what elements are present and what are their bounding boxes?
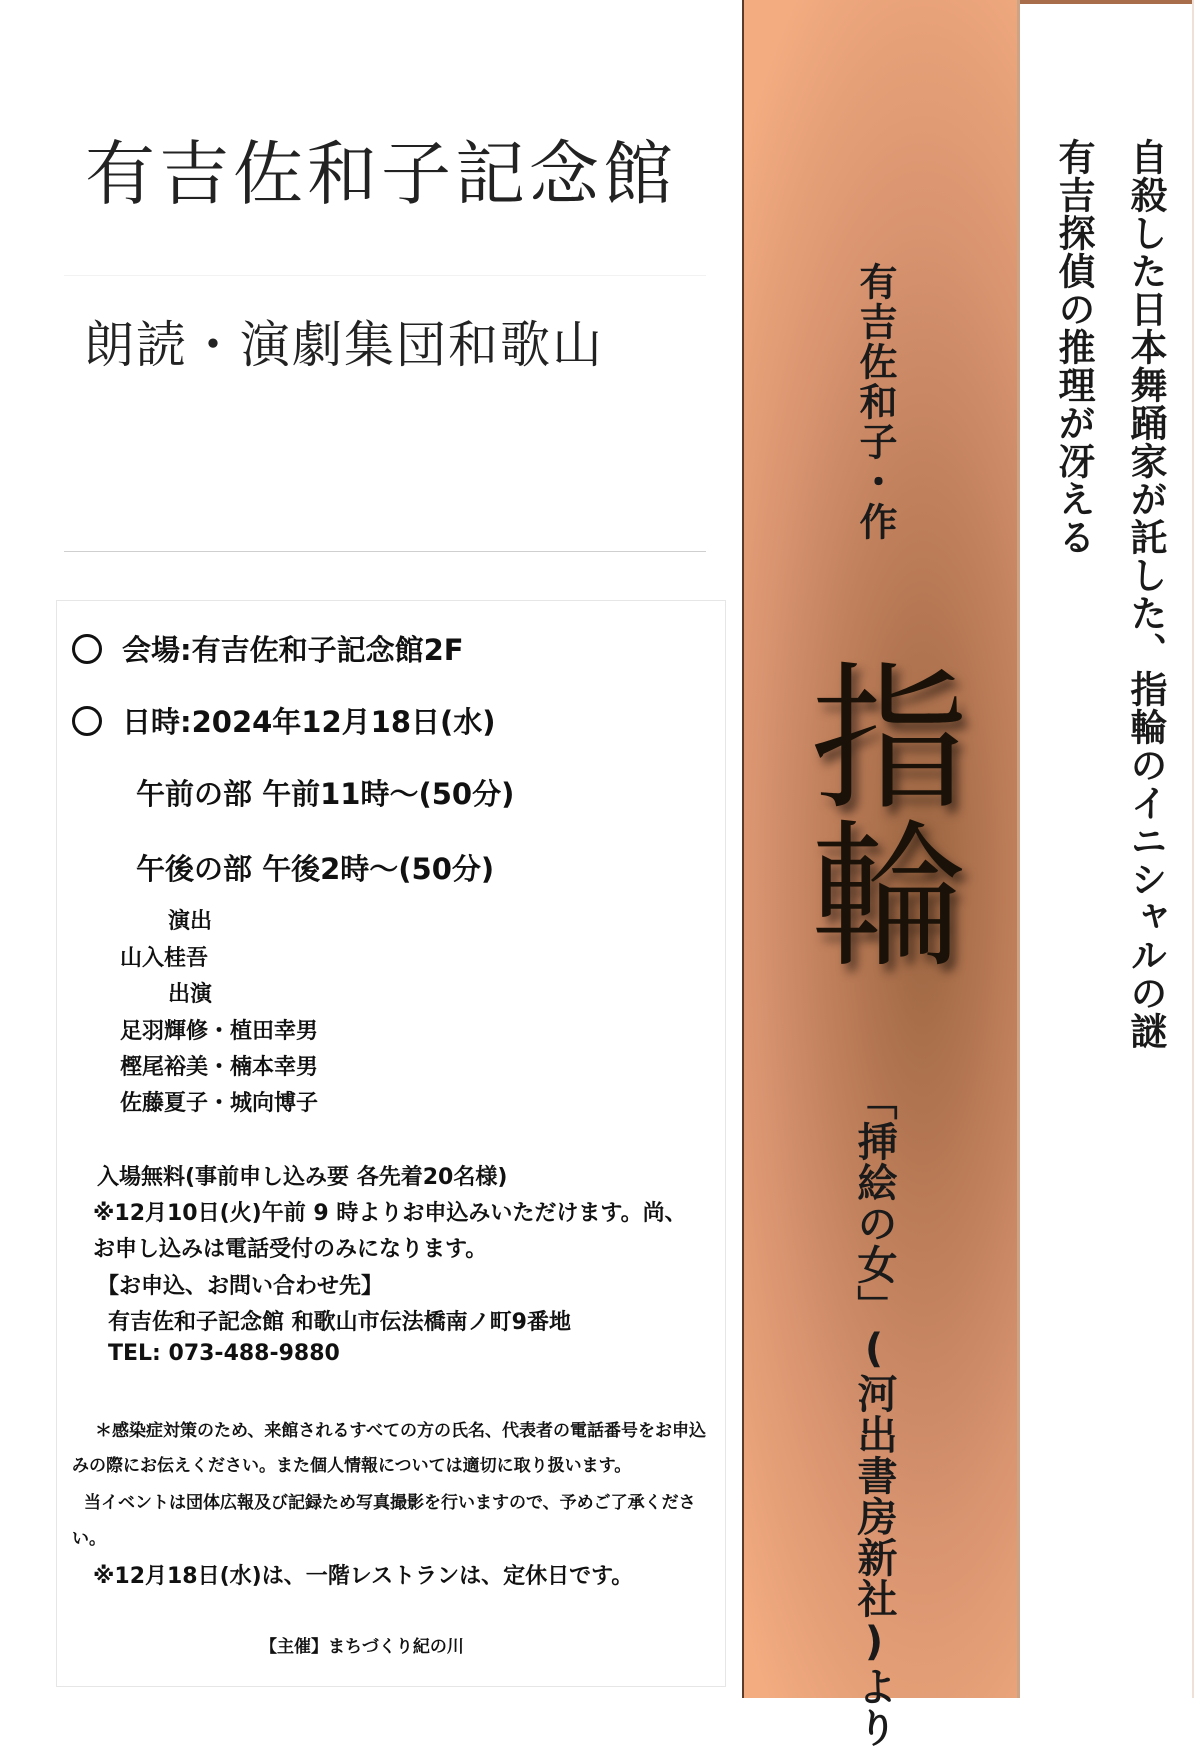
organizer: 【主催】まちづくり紀の川 bbox=[260, 1637, 464, 1657]
author-credit: 有吉佐和子・作 bbox=[853, 262, 897, 542]
top-divider bbox=[1020, 0, 1192, 4]
contact-tel: TEL: 073-488-9880 bbox=[108, 1341, 340, 1366]
venue-text: 会場:有吉佐和子記念館2F bbox=[122, 633, 464, 667]
cast-line: 佐藤夏子・城向博子 bbox=[120, 1091, 319, 1116]
director-name: 山入桂吾 bbox=[120, 946, 209, 971]
right-edge-line bbox=[1192, 0, 1194, 1698]
subtitle-line-1: 自殺した日本舞踊家が託した、指輪のイニシャルの謎 bbox=[1124, 138, 1167, 1050]
info-box bbox=[56, 600, 726, 1687]
subtitle-line-2: 有吉探偵の推理が冴える bbox=[1052, 138, 1095, 556]
page-title: 有吉佐和子記念館 bbox=[85, 133, 677, 215]
note-line: ※12月18日(水)は、一階レストランは、定休日です。 bbox=[93, 1564, 634, 1589]
source-credit: 「挿絵の女」(河出書房新社)より bbox=[851, 1080, 897, 1748]
contact-header: 【お申込、お問い合わせ先】 bbox=[97, 1274, 384, 1299]
afternoon-session: 午後の部 午後2時～(50分) bbox=[136, 852, 495, 886]
cast-label: 出演 bbox=[168, 982, 213, 1007]
application-note: お申し込みは電話受付のみになります。 bbox=[93, 1237, 488, 1262]
circle-bullet-icon bbox=[72, 634, 102, 664]
cast-line: 足羽輝修・植田幸男 bbox=[120, 1019, 319, 1044]
morning-session: 午前の部 午前11時～(50分) bbox=[136, 777, 515, 811]
note-line: みの際にお伝えください。また個人情報については適切に取り扱います。 bbox=[72, 1456, 632, 1476]
datetime-text: 日時:2024年12月18日(水) bbox=[122, 705, 496, 739]
datetime-line bbox=[72, 700, 496, 741]
venue-line bbox=[72, 628, 464, 669]
application-note: ※12月10日(火)午前 9 時よりお申込みいただけます。尚、 bbox=[93, 1201, 687, 1226]
note-line: ＊感染症対策のため、来館されるすべての方の氏名、代表者の電話番号をお申込 bbox=[95, 1421, 706, 1441]
play-title: 指輪 bbox=[784, 655, 968, 971]
admission-text: 入場無料(事前申し込み要 各先着20名様) bbox=[97, 1165, 508, 1190]
director-label: 演出 bbox=[168, 909, 213, 934]
troupe-name: 朗読・演劇集団和歌山 bbox=[84, 316, 604, 374]
note-line: 当イベントは団体広報及び記録ため写真撮影を行いますので、予めご了承くださ bbox=[84, 1493, 696, 1513]
cast-line: 樫尾裕美・楠本幸男 bbox=[120, 1055, 319, 1080]
note-line: い。 bbox=[72, 1529, 106, 1549]
contact-address: 有吉佐和子記念館 和歌山市伝法橋南ノ町9番地 bbox=[108, 1310, 571, 1335]
circle-bullet-icon bbox=[72, 706, 102, 736]
